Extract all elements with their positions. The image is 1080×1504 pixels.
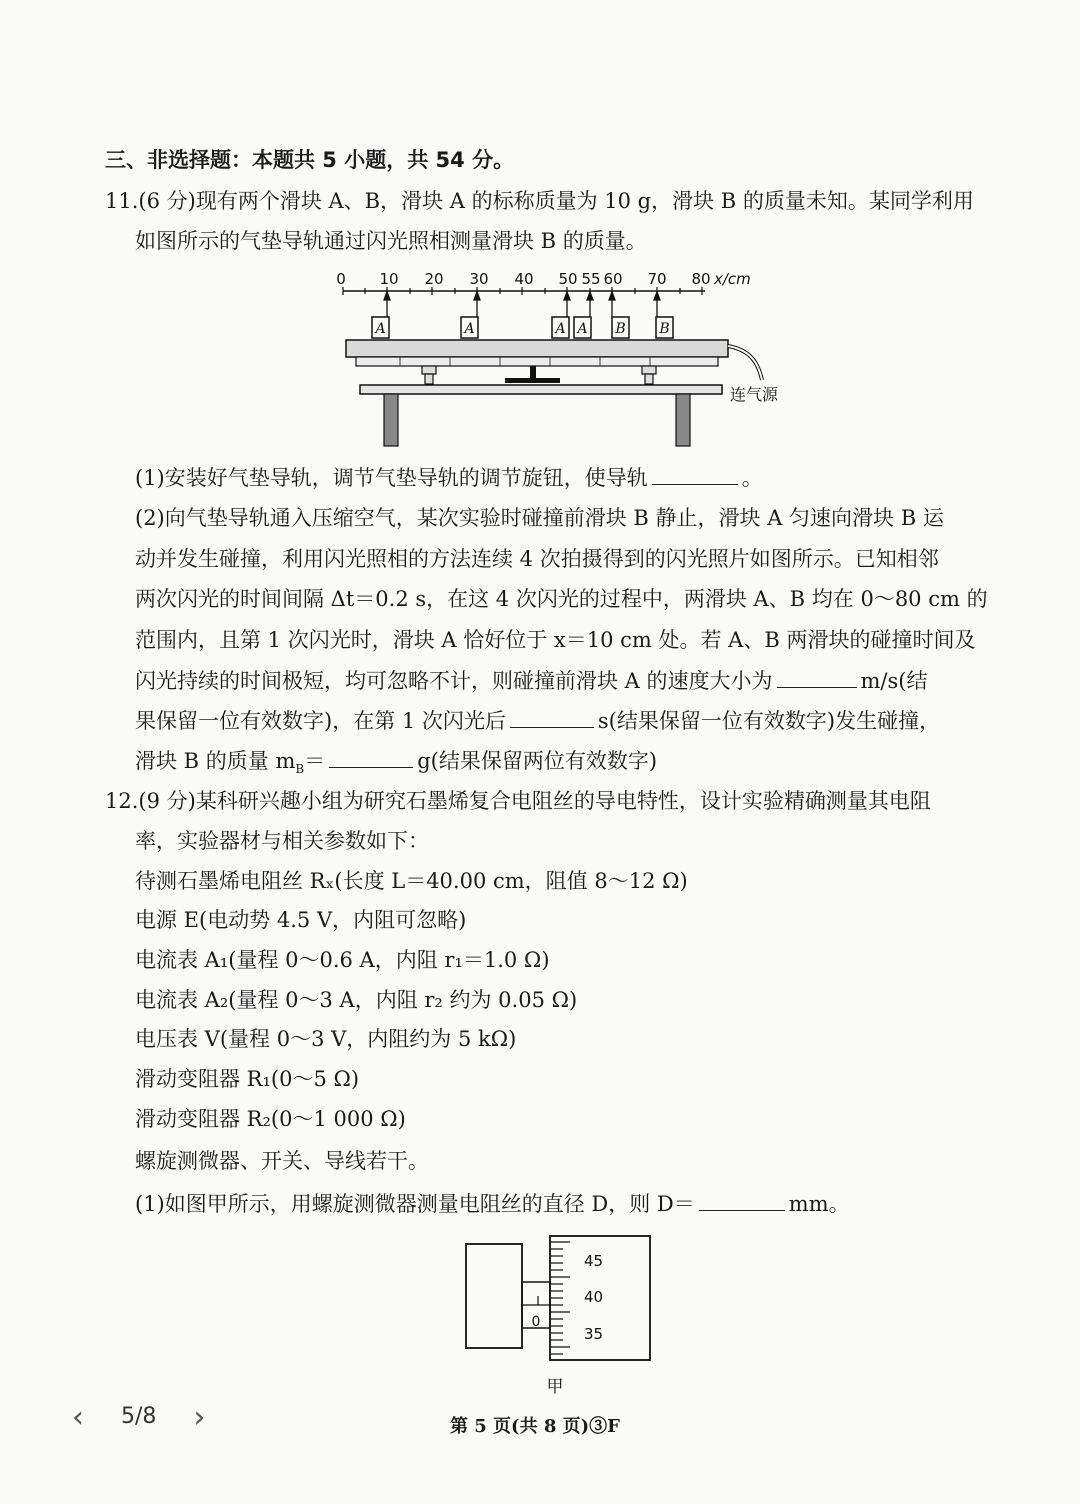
scale-unit: x/cm xyxy=(714,270,751,288)
answer-blank[interactable] xyxy=(777,665,857,688)
block-label: B xyxy=(615,321,626,337)
q11-part2-line5 xyxy=(135,665,1020,696)
table-top xyxy=(360,385,722,394)
q12-part1-end: mm。 xyxy=(788,1192,850,1216)
q11-part2-line6-end: s(结果保留一位有效数字)发生碰撞， xyxy=(597,709,941,733)
scale-label: 30 xyxy=(469,270,489,288)
answer-blank[interactable] xyxy=(510,705,594,728)
answer-blank[interactable] xyxy=(699,1188,785,1211)
sleeve-zero-label: 0 xyxy=(531,1314,541,1330)
block-label: A xyxy=(577,321,588,337)
scale-label: 20 xyxy=(424,270,444,288)
air-source-label: 连气源 xyxy=(730,385,779,404)
q11-part1 xyxy=(135,462,1020,493)
answer-blank[interactable] xyxy=(652,462,738,485)
page-indicator: 5/8 xyxy=(121,1404,157,1429)
q11-line1: 11.(6 分)现有两个滑块 A、B，滑块 A 的标称质量为 10 g，滑块 B 的质量未知。某同学利用 xyxy=(105,189,974,213)
equipment-item: 螺旋测微器、开关、导线若干。 xyxy=(135,1149,429,1173)
micrometer-figure xyxy=(460,1230,660,1400)
q11-part2-line7 xyxy=(135,745,1020,784)
q11-line2: 如图所示的气垫导轨通过闪光照相测量滑块 B 的质量。 xyxy=(135,229,647,253)
q11-part2-line5-end: m/s(结 xyxy=(860,669,928,693)
q11-part2-line3: 两次闪光的时间间隔 Δt＝0.2 s，在这 4 次闪光的过程中，两滑块 A、B 均在 0～80 cm 的 xyxy=(135,587,988,611)
equipment-item: 电流表 A₂(量程 0～3 A，内阻 r₂ 约为 0.05 Ω) xyxy=(135,988,578,1012)
thimble-label: 40 xyxy=(584,1288,604,1306)
equipment-item: 电源 E(电动势 4.5 V，内阻可忽略) xyxy=(135,908,467,932)
page-footer: 第 5 页(共 8 页)③F xyxy=(450,1416,620,1437)
block-label: A xyxy=(555,321,566,337)
q11-part2-line5-text: 闪光持续的时间极短，均可忽略不计，则碰撞前滑块 A 的速度大小为 xyxy=(135,669,773,693)
q11-part2-line4: 范围内，且第 1 次闪光时，滑块 A 恰好位于 x＝10 cm 处。若 A、B 两滑块的碰撞时间及 xyxy=(135,628,976,652)
page-nav xyxy=(72,1400,205,1435)
thimble-label: 35 xyxy=(584,1325,604,1343)
q11-part2-line7-text: 滑块 B 的质量 m xyxy=(135,749,296,773)
q11-part2-line1: (2)向气垫导轨通入压缩空气，某次实验时碰撞前滑块 B 静止，滑块 A 匀速向滑块 B 运 xyxy=(135,506,944,530)
subscript: B xyxy=(295,762,305,777)
scale-label: 0 xyxy=(336,270,346,288)
scale-label: 40 xyxy=(514,270,534,288)
thimble-label: 45 xyxy=(584,1252,604,1270)
q11-part1-text: (1)安装好气垫导轨，调节气垫导轨的调节旋钮，使导轨 xyxy=(135,466,648,490)
q12-part1-text: (1)如图甲所示，用螺旋测微器测量电阻丝的直径 D，则 D＝ xyxy=(135,1192,695,1216)
block-label: B xyxy=(659,321,670,337)
q11-part2-line6-text: 果保留一位有效数字)，在第 1 次闪光后 xyxy=(135,709,506,733)
q12-part1 xyxy=(135,1188,1020,1219)
air-track-figure xyxy=(330,262,800,452)
block-label: A xyxy=(375,321,386,337)
equipment-item: 电压表 V(量程 0～3 V，内阻约为 5 kΩ) xyxy=(135,1027,517,1051)
scale-label: 50 xyxy=(558,270,578,288)
equals-sign: ＝ xyxy=(304,749,326,773)
q12-line2: 率，实验器材与相关参数如下： xyxy=(135,829,429,853)
figure-caption: 甲 xyxy=(546,1377,564,1397)
q11-part1-end: 。 xyxy=(741,466,763,490)
scale-label: 55 xyxy=(581,270,601,288)
scale-label: 80 xyxy=(691,270,711,288)
block-label: A xyxy=(464,321,475,337)
q12-line1: 12.(9 分)某科研兴趣小组为研究石墨烯复合电阻丝的导电特性，设计实验精确测量其电阻 xyxy=(105,789,931,813)
answer-blank[interactable] xyxy=(329,745,413,768)
scale-label: 10 xyxy=(379,270,399,288)
prev-page-button[interactable]: ‹ xyxy=(72,1400,84,1435)
scale-label: 70 xyxy=(647,270,667,288)
equipment-item: 滑动变阻器 R₁(0～5 Ω) xyxy=(135,1067,360,1091)
air-track xyxy=(346,340,728,357)
q11-part2-line7-end: g(结果保留两位有效数字) xyxy=(417,749,658,773)
equipment-item: 滑动变阻器 R₂(0～1 000 Ω) xyxy=(135,1107,406,1131)
next-page-button[interactable]: › xyxy=(193,1400,206,1435)
q11-part2-line6 xyxy=(135,705,1020,736)
section-title: 三、非选择题：本题共 5 小题，共 54 分。 xyxy=(105,148,515,172)
q11-part2-line2: 动并发生碰撞，利用闪光照相的方法连续 4 次拍摄得到的闪光照片如图所示。已知相邻 xyxy=(135,547,939,571)
equipment-item: 电流表 A₁(量程 0～0.6 A，内阻 r₁＝1.0 Ω) xyxy=(135,948,550,972)
equipment-item: 待测石墨烯电阻丝 Rₓ(长度 L＝40.00 cm，阻值 8～12 Ω) xyxy=(135,869,688,893)
scale-label: 60 xyxy=(603,270,623,288)
